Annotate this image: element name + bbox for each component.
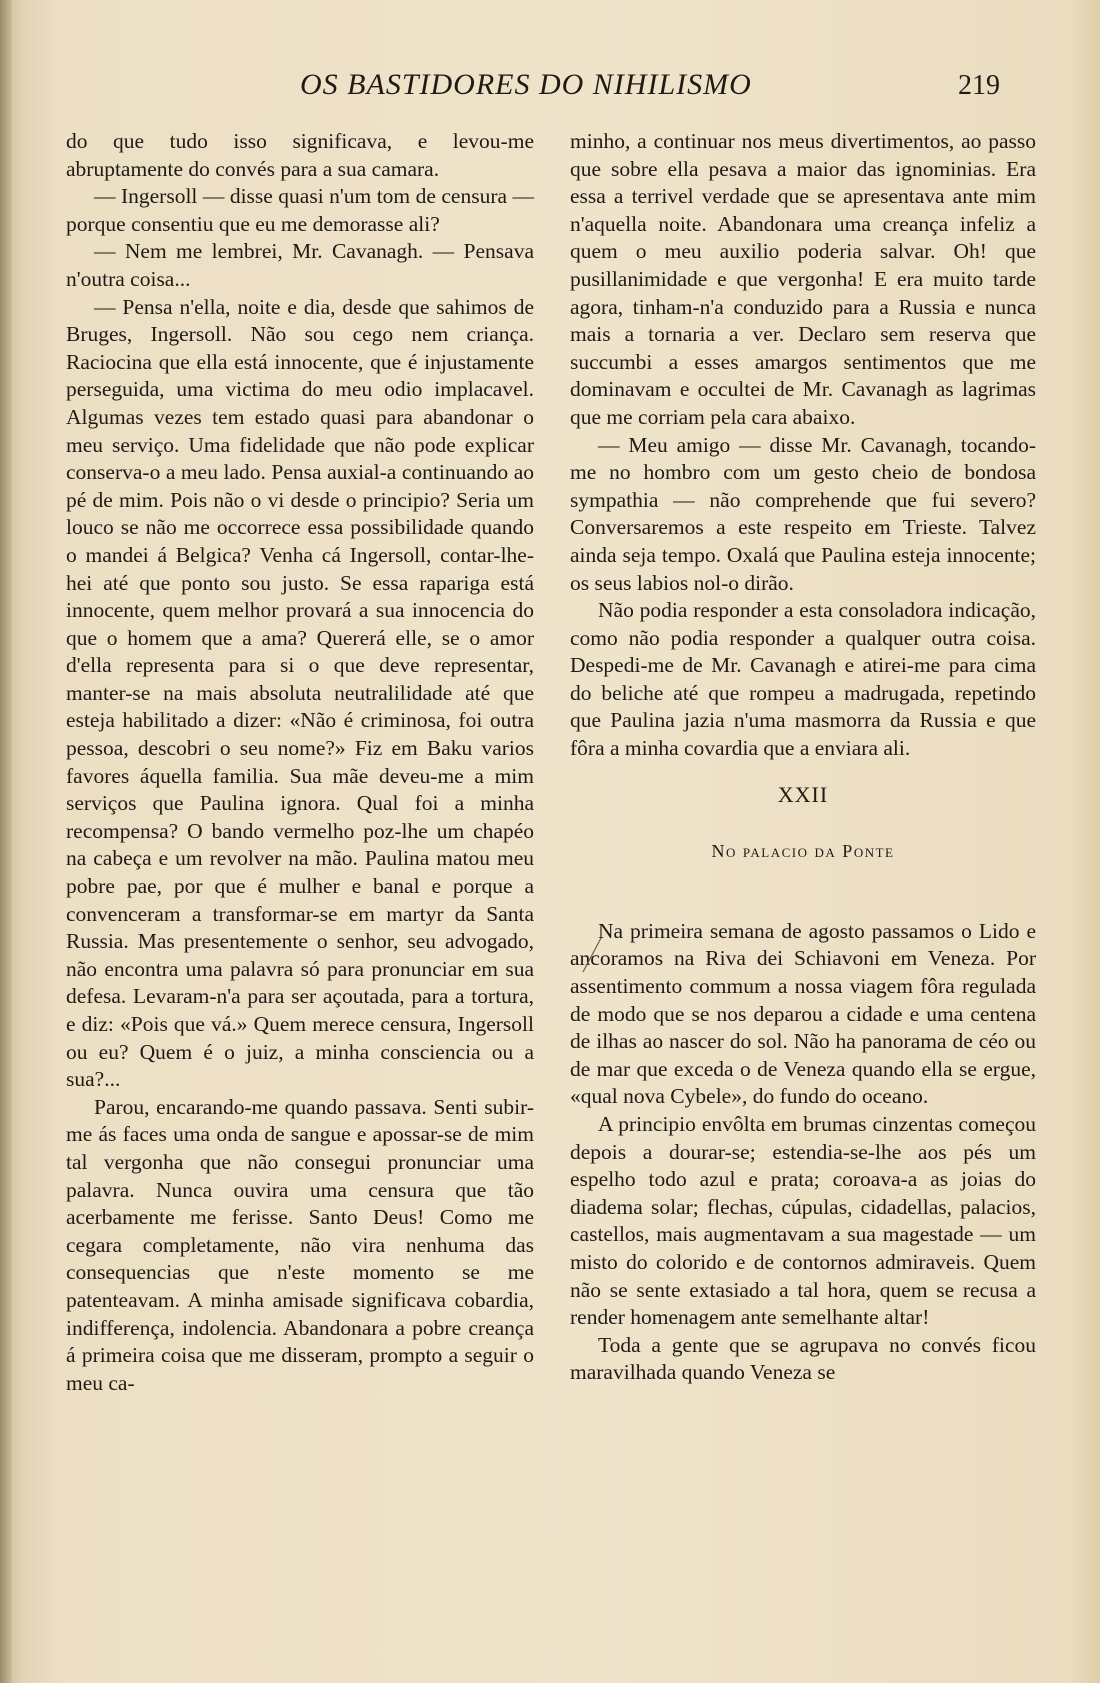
paragraph: A principio envôlta em brumas cinzentas começou depois a dourar-se; estendia-se-lhe aos pés um espelho todo azul e prata; coroava-a as joias do diadema solar; flechas, cúpulas, cidadellas, palacios, castellos, mais augmentavam a sua magestade — um misto do colorido e de contornos admiraveis. Quem não se sente extasiado a tal hora, quem se recusa a render homenagem ante semelhante altar!	[570, 1112, 1036, 1330]
paragraph: Não podia responder a esta consoladora indicação, como não podia responder a qualquer outra coisa. Despedi-me de Mr. Cavanagh e atirei-me para cima do beliche até que rompeu a madrugada, repetindo que Paulina jazia n'uma masmorra da Russia e que fôra a minha covardia que a enviara ali.	[570, 598, 1036, 761]
paragraph: Parou, encarando-me quando passava. Senti subir-me ás faces uma onda de sangue e apossar-se de mim tal vergonha que não consegui pronunciar uma palavra. Nunca ouvira uma censura que tão acerbamente me ferisse. Santo Deus! Como me cegara completamente, não vira nenhuma das consequencias que n'este momento se me patenteavam. A minha amisade significava cobardia, indifferença, indolencia. Abandonara a pobre creança á primeira coisa que me disseram, prompto a seguir o meu ca-	[66, 1094, 534, 1395]
right-column	[570, 128, 1036, 1387]
pencil-mark	[577, 935, 607, 975]
paragraph: Na primeira semana de agosto passamos o Lido e ancoramos na Riva dei Schiavoni em Veneza. Por assentimento commum a nossa viagem fôra regulada de modo que se nos deparou a cidade e uma centena de ilhas ao nascer do sol. Não ha panorama de céo ou de mar que exceda o de Veneza quando ella se ergue, «qual nova Cybele», do fundo do oceano.	[570, 918, 1036, 1109]
paragraph: — Meu amigo — disse Mr. Cavanagh, tocando-me no hombro com um gesto cheio de bondosa sympathia — não comprehende que fui severo? Conversaremos a este respeito em Trieste. Talvez ainda seja tempo. Oxalá que Paulina esteja innocente; os seus labios nol-o dirão.	[570, 432, 1036, 595]
running-head: OS BASTIDORES DO NIHILISMO	[300, 68, 752, 101]
page-header	[0, 68, 1100, 108]
paragraph: — Nem me lembrei, Mr. Cavanagh. — Pensava n'outra coisa...	[66, 239, 534, 291]
chapter-title: No palacio da Ponte	[711, 841, 895, 862]
book-spine-shadow	[0, 0, 12, 1683]
paragraph: — Ingersoll — disse quasi n'um tom de censura — porque consentiu que eu me demorasse ali?	[66, 184, 534, 236]
chapter-number: XXII	[777, 781, 829, 807]
page-number: 219	[958, 70, 1000, 101]
paragraph: do que tudo isso significava, e levou-me abruptamente do convés para a sua camara.	[66, 129, 534, 181]
paragraph: Toda a gente que se agrupava no convés ficou maravilhada quando Veneza se	[570, 1332, 1036, 1385]
paragraph: — Pensa n'ella, noite e dia, desde que sahimos de Bruges, Ingersoll. Não sou cego nem criança. Raciocina que ella está innocente, que é injustamente perseguida, uma victima do meu odio implacavel. Algumas vezes tem estado quasi para abandonar o meu serviço. Uma fidelidade que não pode explicar conserva-o a meu lado. Pensa auxial-a continuando ao pé de mim. Pois não o vi desde o principio? Seria um louco se não me occorrece essa possibilidade quando o mandei á Belgica? Venha cá Ingersoll, contar-lhe-hei até que ponto sou justo. Se essa rapariga está innocente, quem melhor provará a sua innocencia do que o homem que a ama? Quererá elle, se o amor d'ella representa para si o que deve representar, manter-se na mais absoluta neutralilidade até que esteja habilitado a dizer: «Não é criminosa, foi outra pessoa, descobri o seu nome?» Fiz em Baku varios favores áquella familia. Sua mãe deveu-me a mim serviços que Paulina ignora. Qual foi a minha recompensa? O bando vermelho poz-lhe um chapéo na cabeça e um revolver na mão. Paulina matou meu pobre pae, por que é mulher e banal e porque a convenceram a transformar-se em martyr da Santa Russia. Mas presentemente o senhor, seu advogado, não encontra uma palavra só para pronunciar em sua defesa. Levaram-n'a para ser açoutada, para a tortura, e diz: «Pois que vá.» Quem merece censura, Ingersoll ou eu? Quem é o juiz, a minha consciencia ou a sua?...	[66, 294, 534, 1092]
left-column	[66, 128, 534, 1397]
paragraph: minho, a continuar nos meus divertimentos, ao passo que sobre ella pesava a maior das ignominias. Era essa a terrivel verdade que se apresentava ante mim n'aquella noite. Abandonara uma creança infeliz a quem o meu auxilio poderia salvar. Oh! que pusillanimidade e que vergonha! E era muito tarde agora, tinham-n'a conduzido para a Russia e nunca mais a tornaria a ver. Declaro sem reserva que succumbi a esses amargos sentimentos que me dominavam e occultei de Mr. Cavanagh as lagrimas que me corriam pela cara abaixo.	[570, 129, 1036, 429]
